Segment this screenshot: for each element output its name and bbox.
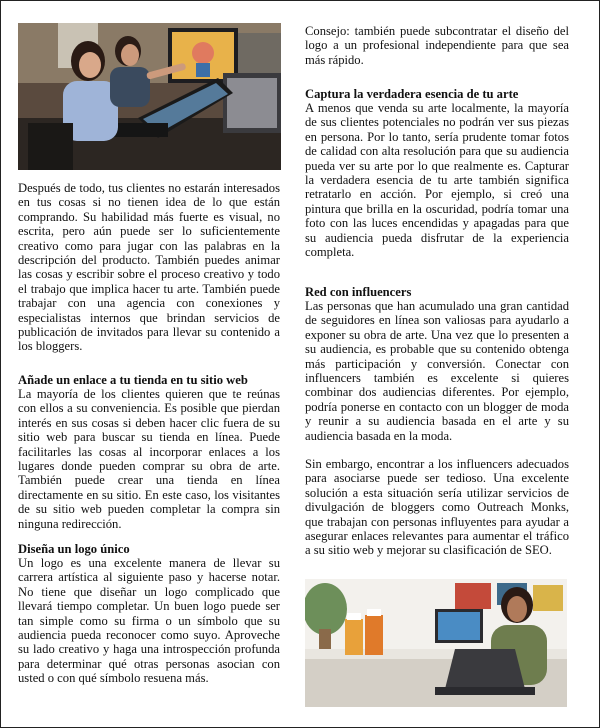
designers-photo-illustration [18, 23, 281, 170]
photo-designers-at-tablet [18, 23, 281, 170]
store-link-paragraph: La mayoría de los clientes quieren que te reúnas con ellos a su conveniencia. Es posible que pierdan interés en sus cosas si deben hacer clic fuera de su sitio web para buscar su tienda en línea. Puede facilitarles las cosas al incorporar enlaces a los lugares donde pueden comprar su obra de arte. También puede crear una tienda en línea directamente en su sitio. En este caso, los visitantes de su sitio web pueden completar la compra sin ninguna redirección. [18, 387, 280, 531]
heading-capture-essence: Captura la verdadera esencia de tu arte [305, 87, 519, 101]
outreach-paragraph: Sin embargo, encontrar a los influencers adecuados para asociarse puede ser tedioso. Una excelente solución a esta situación sería utilizar servicios de divulgación de bloggers como Outreach Monks, que trabajan con personas influyentes para ayudar a asegurar enlaces relevantes para aumentar el tráfico a su sitio web y mejorar su clasificación de SEO. [305, 457, 569, 558]
left-column [18, 1, 280, 727]
logo-paragraph: Un logo es una excelente manera de llevar su carrera artística al siguiente paso y hacerse notar. No tiene que diseñar un logo complicado que llevará tiempo completar. Un buen logo puede ser tan simple como su firma o un símbolo que su audiencia pueda reconocer como suyo. Aproveche su lado creativo y haga una introspección profunda para determinar qué otras personas asocian con usted o con qué símbolo resuena más. [18, 556, 280, 686]
logo-tip-paragraph: Consejo: también puede subcontratar el diseño del logo a un profesional independiente para que sea más rápido. [305, 24, 569, 67]
influencers-paragraph: Las personas que han acumulado una gran cantidad de seguidores en línea son valiosas para ayudarlo a exponer su obra de arte. Una vez que lo presenten a su audiencia, es probable que su contenido obtenga más participación y conversión. Conectar con influencers también es excelente si quieres combinar dos audiencias diferentes. Por ejemplo, podría ponerse en contacto con un blogger de moda y reunir a su audiencia basada en el arte y su audiencia basada en la moda. [305, 299, 569, 443]
heading-influencers: Red con influencers [305, 285, 412, 299]
photo-woman-with-laptop [305, 579, 567, 707]
capture-essence-paragraph: A menos que venda su arte localmente, la mayoría de sus clientes potenciales no podrán ver sus piezas en persona. Por lo tanto, sería prudente tomar fotos de calidad con alta resolución para que su audiencia pueda ver su arte por lo que realmente es. Capturar la verdadera esencia de tu arte también significa retratarlo en acción. Por ejemplo, si creó una pintura que brilla en la oscuridad, podría tomar una foto con las luces encendidas y apagadas para que su audiencia pueda disfrutar de la experiencia completa. [305, 101, 569, 260]
heading-unique-logo: Diseña un logo único [18, 542, 130, 556]
right-column [305, 1, 569, 727]
intro-paragraph: Después de todo, tus clientes no estarán interesados en tus cosas si no tienen idea de lo que están comprando. Su habilidad más fuerte es visual, no escrita, pero aún puede ser lo suficientemente creativo como para jugar con las palabras en la descripción del producto. También puedes animar las cosas y escribir sobre el proceso creativo y todo el trabajo que implica hacer tu arte. También puede trabajar con una agencia con conexiones y especialistas internos que brindan servicios de publicación de invitados para llevar su contenido a los bloggers. [18, 181, 280, 354]
artist-laptop-photo-illustration [305, 579, 567, 707]
heading-store-link: Añade un enlace a tu tienda en tu sitio web [18, 373, 248, 387]
